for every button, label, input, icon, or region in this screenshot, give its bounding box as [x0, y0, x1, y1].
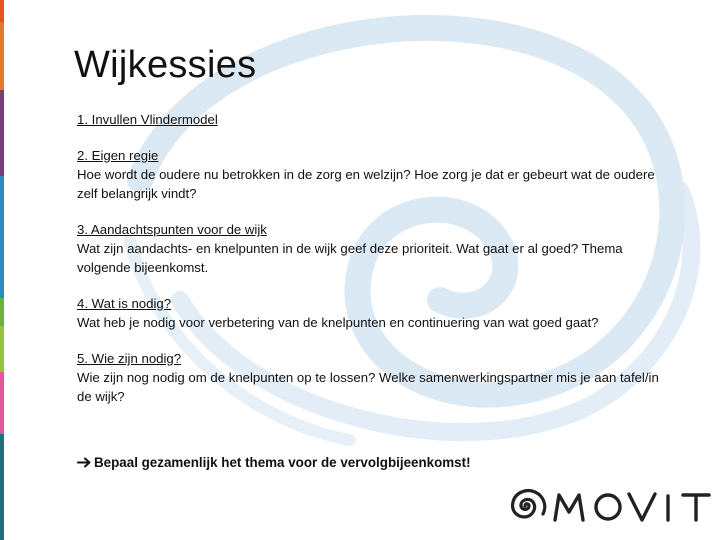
right-arrow-icon	[77, 455, 92, 470]
section-4	[77, 294, 677, 332]
section-heading: 4. Wat is nodig?	[77, 296, 172, 311]
section-heading: 1. Invullen Vlindermodel	[77, 112, 218, 127]
stripe-orange	[0, 0, 4, 22]
stripe-orange-light	[0, 22, 4, 90]
stripe-blue	[0, 176, 4, 298]
section-3	[77, 220, 677, 277]
section-body: Wat zijn aandachts- en knelpunten in de wijk geef deze prioriteit. Wat gaat er al goed? Thema volgende bijeenkomst.	[77, 241, 623, 275]
stripe-purple	[0, 90, 4, 176]
section-1	[77, 110, 677, 129]
callout-text: Bepaal gezamenlijk het thema voor de vervolgbijeenkomst!	[94, 455, 471, 470]
color-stripe-bar	[0, 0, 4, 540]
callout	[77, 455, 471, 470]
section-body: Hoe wordt de oudere nu betrokken in de zorg en welzijn? Hoe zorg je dat er gebeurt wat de oudere zelf belangrijk vindt?	[77, 167, 655, 201]
stripe-pink	[0, 372, 4, 434]
slide-title: Wijkessies	[74, 44, 257, 86]
section-list	[77, 110, 677, 406]
section-body: Wat heb je nodig voor verbetering van de knelpunten en continuering van wat goed gaat?	[77, 315, 599, 330]
stripe-lime	[0, 326, 4, 372]
section-heading: 2. Eigen regie	[77, 148, 159, 163]
stripe-green	[0, 298, 4, 326]
section-2	[77, 146, 677, 203]
section-heading: 5. Wie zijn nodig?	[77, 351, 182, 366]
movit-logo	[505, 480, 715, 530]
section-body: Wie zijn nog nodig om de knelpunten op te lossen? Welke samenwerkingspartner mis je aan tafel/in de wijk?	[77, 370, 659, 404]
logo-spiral-icon	[513, 491, 545, 517]
section-5	[77, 349, 677, 406]
stripe-teal	[0, 434, 4, 540]
section-heading: 3. Aandachtspunten voor de wijk	[77, 222, 267, 237]
